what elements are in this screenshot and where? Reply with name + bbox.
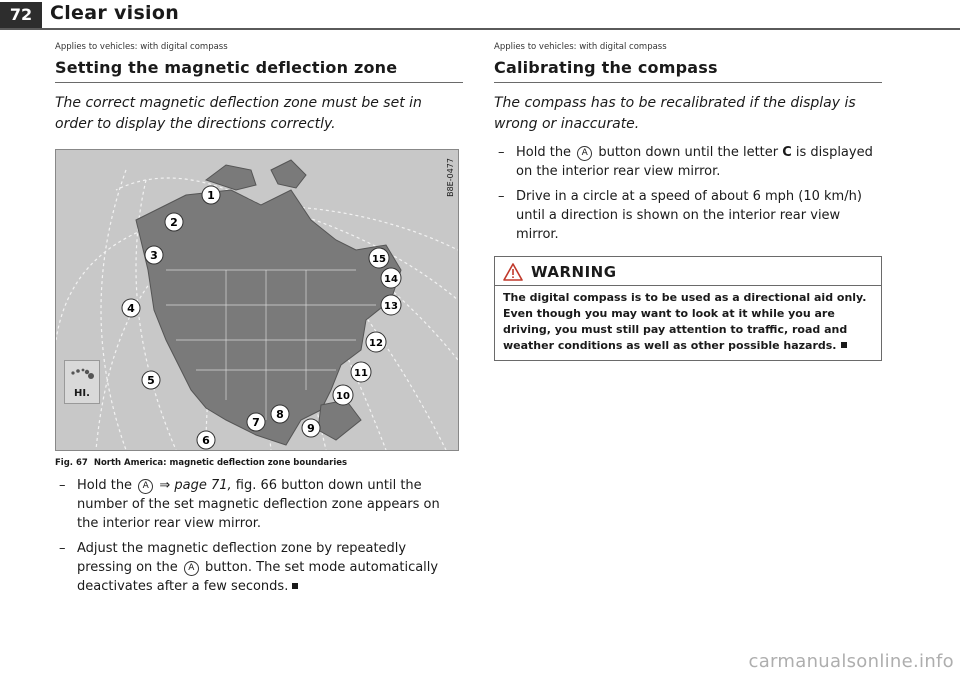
hawaii-label: HI. — [74, 388, 90, 399]
step-text: Hold the — [516, 145, 572, 160]
step-item — [494, 143, 882, 181]
step-item — [55, 476, 463, 533]
warning-triangle-icon — [503, 263, 523, 281]
zone-callout-10 — [333, 385, 353, 405]
zone-callout-1 — [202, 186, 220, 204]
page-number: 72 — [0, 2, 42, 28]
zone-callout-7 — [247, 413, 265, 431]
right-column — [494, 42, 882, 361]
hawaii-inset — [64, 360, 100, 404]
step-text: is displayed on the interior rear view mirror. — [516, 145, 873, 179]
figure-caption-text: North America: magnetic deflection zone boundaries — [93, 458, 348, 468]
hawaii-islands-shape — [65, 361, 99, 381]
zone-callout-4 — [122, 299, 140, 317]
calibration-steps — [494, 143, 882, 244]
intro-text-deflection-zone: The correct magnetic deflection zone must be set in order to display the directions correctly. — [55, 95, 422, 132]
zone-label-11: 11 — [354, 368, 368, 379]
section-heading-deflection-zone: Setting the magnetic deflection zone — [55, 58, 463, 83]
deflection-zone-map-figure — [55, 149, 459, 451]
step-text: Drive in a circle at a speed of about 6 mph (10 km/h) until a direction is shown on the interior rear view mirror. — [516, 189, 862, 242]
zone-label-1: 1 — [207, 189, 215, 202]
applies-note-left: Applies to vehicles: with digital compass — [55, 42, 228, 52]
zone-callout-11 — [351, 362, 371, 382]
a-button-icon: A — [184, 561, 199, 576]
zone-label-14: 14 — [384, 274, 398, 285]
letter-c: C — [782, 145, 792, 160]
left-column — [55, 42, 463, 602]
chapter-title: Clear vision — [50, 2, 180, 24]
north-america-map — [56, 150, 458, 450]
zone-label-4: 4 — [127, 302, 135, 315]
watermark: carmanualsonline.info — [748, 651, 954, 672]
zone-callout-9 — [302, 419, 320, 437]
zone-label-3: 3 — [150, 249, 158, 262]
zone-label-2: 2 — [170, 216, 178, 229]
zone-label-5: 5 — [147, 374, 155, 387]
page-header — [0, 0, 960, 30]
zone-callout-5 — [142, 371, 160, 389]
figure-code: B8E-0477 — [446, 158, 455, 197]
deflection-zone-steps — [55, 476, 463, 596]
figure-number: Fig. 67 — [55, 458, 88, 468]
zone-callout-13 — [381, 295, 401, 315]
zone-callout-3 — [145, 246, 163, 264]
zone-callout-15 — [369, 248, 389, 268]
zone-label-9: 9 — [307, 422, 315, 435]
a-button-icon: A — [577, 146, 592, 161]
zone-label-8: 8 — [276, 408, 284, 421]
zone-label-7: 7 — [252, 416, 260, 429]
zone-label-12: 12 — [369, 338, 383, 349]
zone-callout-2 — [165, 213, 183, 231]
zone-callout-14 — [381, 268, 401, 288]
zone-callout-12 — [366, 332, 386, 352]
step-text: fig. 66 button down until the number of the set magnetic deflection zone appears on the interior rear view mirror. — [77, 478, 440, 531]
step-text: Adjust the magnetic deflection zone by repeatedly pressing on the — [77, 541, 407, 575]
zone-callout-8 — [271, 405, 289, 423]
warning-text: The digital compass is to be used as a directional aid only. Even though you may want to look at it while you are driving, you must still pay attention to traffic, road and weather conditions as well as other possible hazards. — [503, 291, 867, 352]
zone-label-6: 6 — [202, 434, 210, 447]
warning-body — [495, 285, 881, 360]
applies-note-right: Applies to vehicles: with digital compass — [494, 42, 667, 52]
section-end-mark — [292, 583, 298, 589]
a-button-icon: A — [138, 479, 153, 494]
section-end-mark — [841, 342, 847, 348]
warning-title: WARNING — [531, 263, 617, 281]
figure-caption — [55, 458, 463, 468]
section-heading-calibrating: Calibrating the compass — [494, 58, 882, 83]
intro-text-calibrating: The compass has to be recalibrated if the display is wrong or inaccurate. — [494, 95, 856, 132]
warning-box — [494, 256, 882, 361]
step-text: button down until the letter — [594, 145, 783, 160]
header-rule — [0, 28, 960, 30]
step-item — [494, 187, 882, 244]
zone-callout-6 — [197, 431, 215, 449]
step-item — [55, 539, 463, 596]
zone-label-13: 13 — [384, 301, 398, 312]
warning-header — [495, 257, 881, 285]
page-reference-link[interactable]: ⇒ page 71, — [159, 478, 232, 493]
zone-label-15: 15 — [372, 254, 386, 265]
step-text: Hold the — [77, 478, 133, 493]
step-text: button. The set mode automatically deactivates after a few seconds. — [77, 560, 439, 594]
zone-label-10: 10 — [336, 391, 350, 402]
